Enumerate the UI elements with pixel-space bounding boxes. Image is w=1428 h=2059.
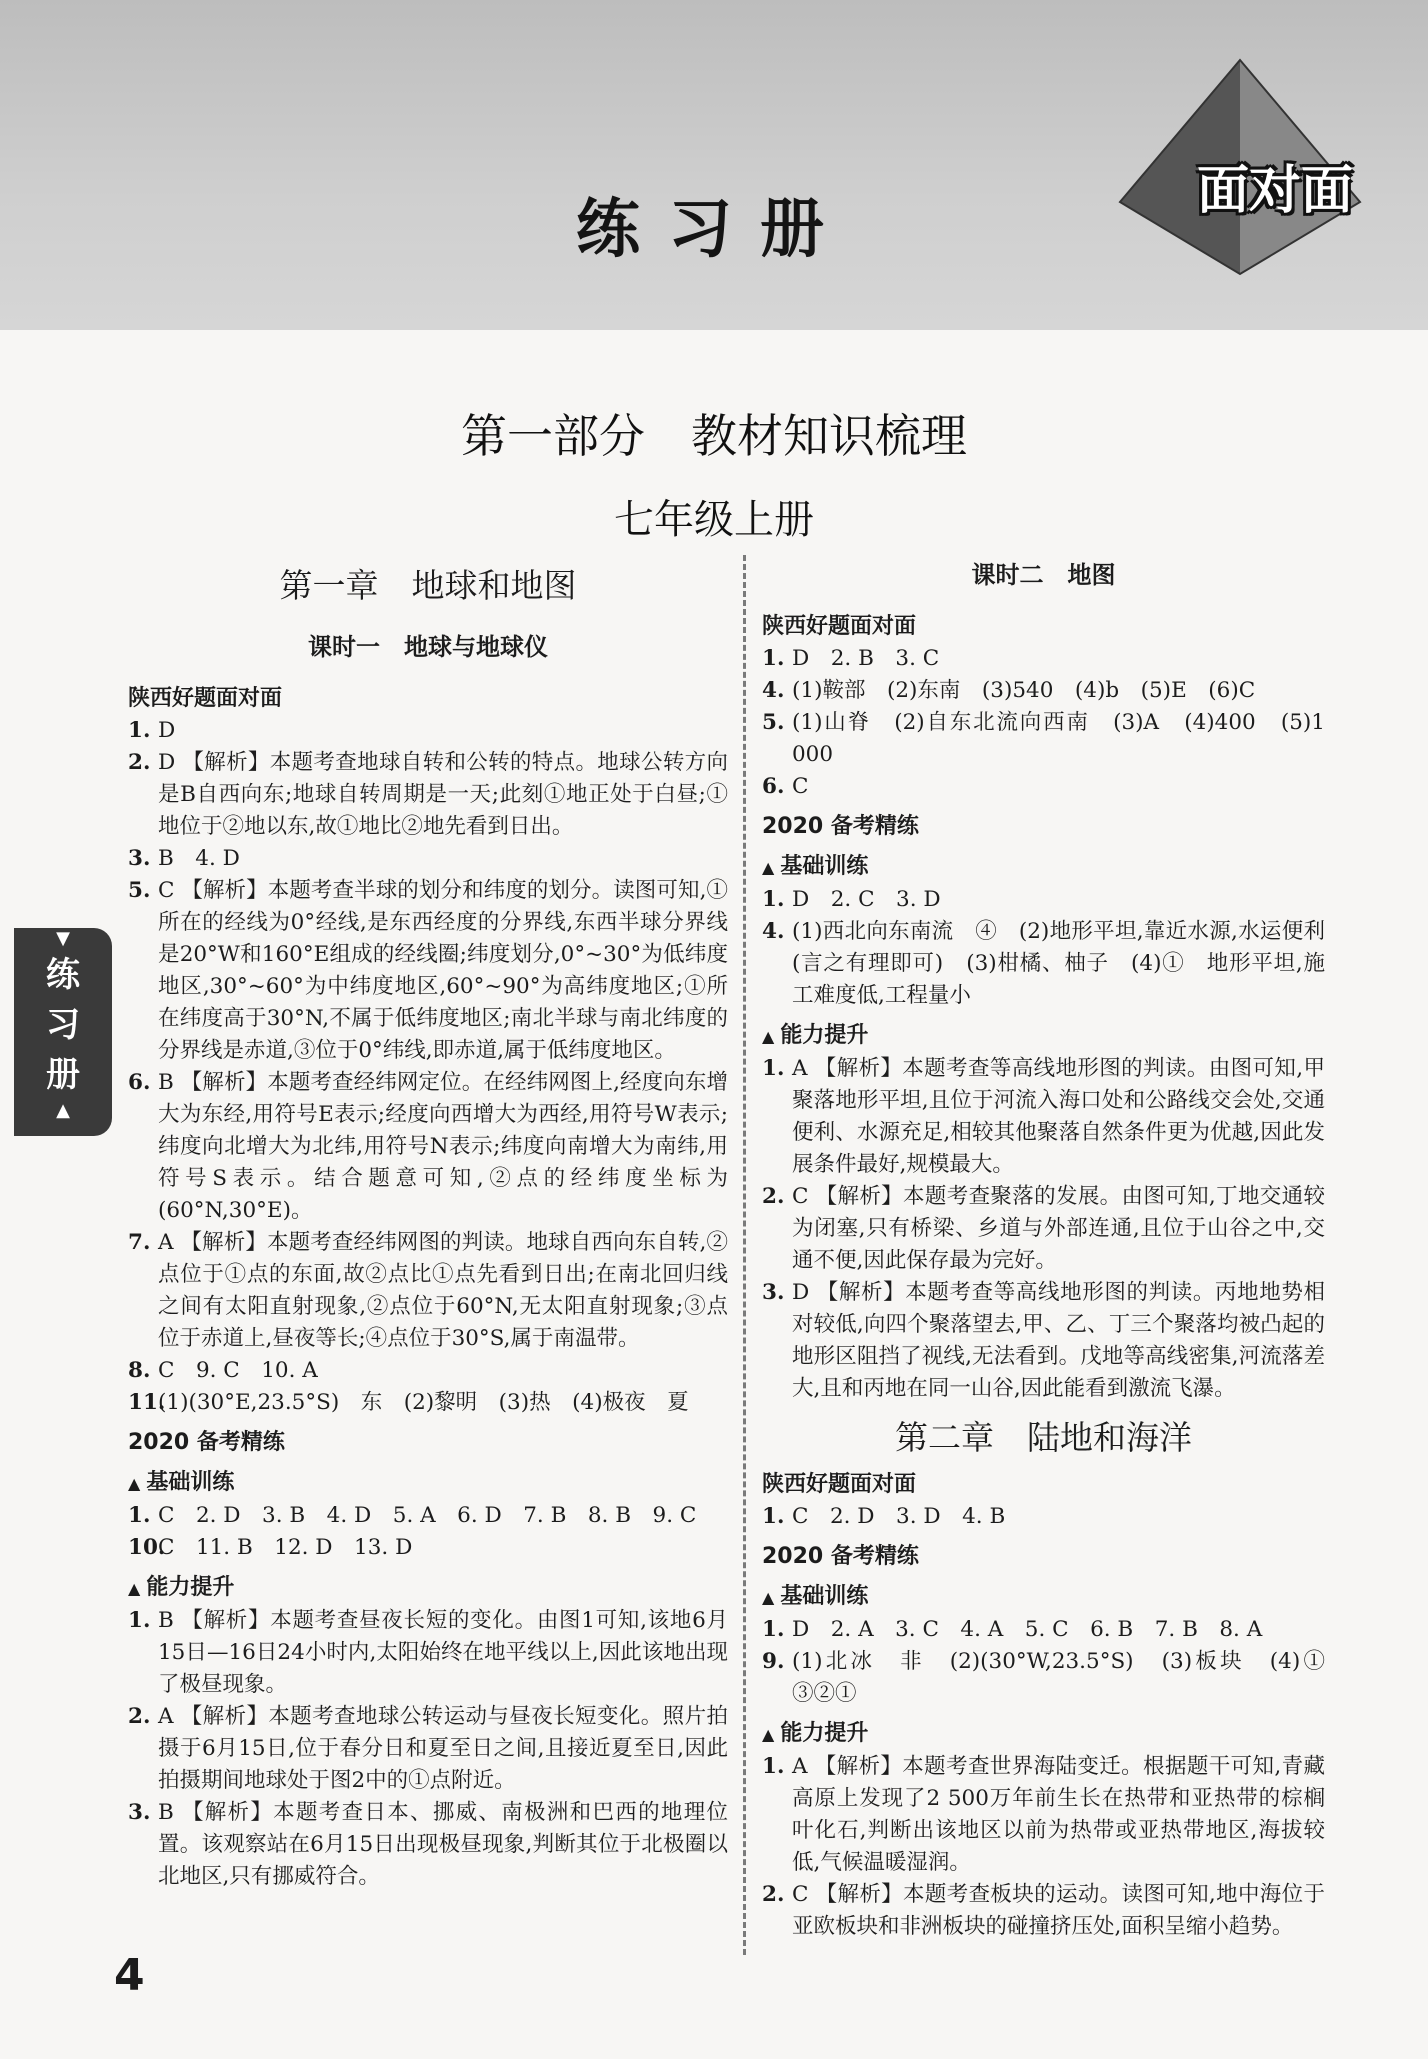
answer-number: 2. — [128, 1704, 151, 1729]
section-heading: 陕西好题面对面 — [762, 614, 917, 639]
triangle-icon: ▲ — [762, 1725, 775, 1744]
triangle-icon: ▲ — [762, 1588, 775, 1607]
answer-number: 1. — [762, 887, 785, 912]
page-number: 4 — [114, 1950, 145, 2001]
answer-number: 1. — [762, 1754, 785, 1779]
answer-text: (1)北冰 非 (2)(30°W,23.5°S) (3)板块 (4)① ③②① — [792, 1649, 1347, 1706]
subsection-heading — [762, 851, 1325, 884]
subsection-label: 能力提升 — [780, 1023, 869, 1048]
answer-text: (1)(30°E,23.5°S) 东 (2)黎明 (3)热 (4)极夜 夏 — [158, 1390, 689, 1415]
column-divider — [743, 555, 746, 1955]
answer-number: 2. — [762, 1184, 785, 1209]
answer-number: 4. — [762, 919, 785, 944]
answer-text: B 4. D — [158, 846, 240, 871]
answer-item — [128, 1701, 728, 1797]
answer-text: (1)鞍部 (2)东南 (3)540 (4)b (5)E (6)C — [792, 678, 1256, 703]
answer-item — [128, 1500, 728, 1532]
subsection-label: 能力提升 — [146, 1575, 235, 1600]
answer-number: 1. — [762, 646, 785, 671]
chevron-down-icon: ▼ — [56, 928, 70, 949]
section-heading: 2020 备考精练 — [762, 814, 919, 839]
answer-text: C 9. C 10. A — [158, 1358, 318, 1383]
answer-text: C 11. B 12. D 13. D — [158, 1535, 413, 1560]
chevron-up-icon: ▲ — [56, 1100, 70, 1121]
section-heading: 陕西好题面对面 — [128, 686, 283, 711]
answer-text: C 【解析】本题考查半球的划分和纬度的划分。读图可知,①所在的经线为0°经线,是东西经度的分界线,东西半球分界线是20°W和160°E组成的经线圈;纬度划分,0°~30°为低纬度地区,30°~60°为中纬度地区,60°~90°为高纬度地区;①所在纬度高于30°N,不属于低纬度地区;南北半球与南北纬度的分界线是赤道,③位于0°纬线,即赤道,属于低纬度地区。 — [158, 878, 728, 1063]
answer-item — [762, 884, 1325, 916]
answer-item — [762, 1053, 1325, 1181]
answer-item — [128, 1067, 728, 1227]
answer-text: (1)西北向东南流 ④ (2)地形平坦,靠近水源,水运便利(言之有理即可) (3)柑橘、柚子 (4)① 地形平坦,施工难度低,工程量小 — [792, 919, 1325, 1008]
answer-item — [762, 1614, 1325, 1646]
side-tab-char: 册 — [46, 1055, 80, 1095]
answer-item — [128, 843, 728, 875]
answer-item — [762, 771, 1325, 803]
answer-number: 6. — [128, 1070, 151, 1095]
section-heading: 陕西好题面对面 — [762, 1472, 917, 1497]
answer-number: 3. — [762, 1280, 785, 1305]
answer-item — [762, 707, 1325, 771]
answer-number: 1. — [128, 718, 151, 743]
answer-number: 5. — [128, 878, 151, 903]
side-tab-char: 习 — [46, 1005, 80, 1045]
answer-number: 2. — [128, 750, 151, 775]
answer-number: 3. — [128, 1800, 151, 1825]
answer-text: A 【解析】本题考查等高线地形图的判读。由图可知,甲聚落地形平坦,且位于河流入海口处和公路线交会处,交通便利、水源充足,相较其他聚落自然条件更为优越,因此发展条件最好,规模最大。 — [792, 1056, 1325, 1177]
answer-item — [128, 1355, 728, 1387]
answer-text: (1)山脊 (2)自东北流向西南 (3)A (4)400 (5)1 000 — [792, 710, 1325, 767]
answer-text: D 2. B 3. C — [792, 646, 940, 671]
answer-number: 9. — [762, 1649, 785, 1674]
subsection-label: 能力提升 — [780, 1721, 869, 1746]
subsection-label: 基础训练 — [146, 1470, 235, 1495]
section-heading: 2020 备考精练 — [128, 1430, 285, 1455]
subsection-heading — [762, 1581, 1325, 1614]
answer-text: C 2. D 3. B 4. D 5. A 6. D 7. B 8. B 9. C — [158, 1503, 697, 1528]
answer-text: B 【解析】本题考查日本、挪威、南极洲和巴西的地理位置。该观察站在6月15日出现极昼现象,判断其位于北极圈以北地区,只有挪威符合。 — [158, 1800, 728, 1889]
answer-item — [762, 1501, 1325, 1533]
answer-number: 2. — [762, 1882, 785, 1907]
brand-logo: 面对面 — [1196, 161, 1353, 221]
answer-number: 5. — [762, 710, 785, 735]
answer-text: B 【解析】本题考查经纬网定位。在经纬网图上,经度向东增大为东经,用符号E表示;经度向西增大为西经,用符号W表示;纬度向北增大为北纬,用符号N表示;纬度向南增大为南纬,用符号S表示。结合题意可知,②点的经纬度坐标为(60°N,30°E)。 — [158, 1070, 728, 1223]
answer-item — [762, 1751, 1325, 1879]
answer-number: 11. — [128, 1390, 166, 1415]
answer-text: D 【解析】本题考查地球自转和公转的特点。地球公转方向是B自西向东;地球自转周期是一天;此刻①地正处于白昼;①地位于②地以东,故①地比②地先看到日出。 — [158, 750, 728, 839]
chapter-heading: 第二章 陆地和海洋 — [895, 1418, 1192, 1457]
answer-item — [762, 1879, 1325, 1943]
side-tab-label — [14, 950, 112, 1100]
grade-title: 七年级上册 — [614, 497, 814, 543]
answer-number: 1. — [762, 1504, 785, 1529]
triangle-icon: ▲ — [762, 858, 775, 877]
answer-number: 3. — [128, 846, 151, 871]
answer-item — [762, 675, 1325, 707]
triangle-icon: ▲ — [762, 1027, 775, 1046]
answer-text: D 2. A 3. C 4. A 5. C 6. B 7. B 8. A — [792, 1617, 1263, 1642]
triangle-icon: ▲ — [128, 1474, 141, 1493]
header-title: 练习册 — [576, 193, 852, 267]
answer-text: C 【解析】本题考查聚落的发展。由图可知,丁地交通较为闭塞,只有桥梁、乡道与外部连通,且位于山谷之中,交通不便,因此保存最为完好。 — [792, 1184, 1325, 1273]
side-tab — [14, 928, 112, 1136]
section-heading: 2020 备考精练 — [762, 1544, 919, 1569]
answer-number: 1. — [762, 1617, 785, 1642]
lesson-heading: 课时一 地球与地球仪 — [308, 633, 548, 661]
subsection-heading — [128, 1467, 728, 1500]
answer-text: C 2. D 3. D 4. B — [792, 1504, 1006, 1529]
subsection-heading — [762, 1718, 1325, 1751]
answer-text: D 【解析】本题考查等高线地形图的判读。丙地地势相对较低,向四个聚落望去,甲、乙、丁三个聚落均被凸起的地形区阻挡了视线,无法看到。戊地等高线密集,河流落差大,且和丙地在同一山谷,因此能看到激流飞瀑。 — [792, 1280, 1325, 1401]
answer-text: B 【解析】本题考查昼夜长短的变化。由图1可知,该地6月15日—16日24小时内,太阳始终在地平线以上,因此该地出现了极昼现象。 — [158, 1608, 728, 1697]
answer-item — [128, 1797, 728, 1893]
answer-item — [762, 916, 1325, 1012]
subsection-label: 基础训练 — [780, 1584, 869, 1609]
answer-number: 6. — [762, 774, 785, 799]
answer-number: 7. — [128, 1230, 151, 1255]
answer-item — [762, 1277, 1325, 1405]
answer-item — [762, 643, 1325, 675]
right-column — [762, 555, 1347, 1943]
answer-item — [128, 715, 728, 747]
subsection-label: 基础训练 — [780, 854, 869, 879]
answer-item — [128, 1387, 728, 1419]
answer-item — [128, 747, 728, 843]
triangle-icon: ▲ — [128, 1579, 141, 1598]
answer-number: 10. — [128, 1535, 166, 1560]
answer-text: A 【解析】本题考查地球公转运动与昼夜长短变化。照片拍摄于6月15日,位于春分日和夏至日之间,且接近夏至日,因此拍摄期间地球处于图2中的①点附近。 — [158, 1704, 728, 1793]
answer-item — [128, 1227, 728, 1355]
subsection-heading — [128, 1572, 728, 1605]
answer-text: A 【解析】本题考查经纬网图的判读。地球自西向东自转,②点位于①点的东面,故②点比①点先看到日出;在南北回归线之间有太阳直射现象,②点位于60°N,无太阳直射现象;③点位于赤道上,昼夜等长;④点位于30°S,属于南温带。 — [158, 1230, 728, 1351]
subsection-heading — [762, 1020, 1325, 1053]
answer-number: 1. — [128, 1608, 151, 1633]
side-tab-char: 练 — [46, 955, 80, 995]
answer-text: A 【解析】本题考查世界海陆变迁。根据题干可知,青藏高原上发现了2 500万年前生长在热带和亚热带的棕榈叶化石,判断出该地区以前为热带或亚热带地区,海拔较低,气候温暖湿润。 — [792, 1754, 1325, 1875]
answer-text: D 2. C 3. D — [792, 887, 941, 912]
lesson-heading: 课时二 地图 — [971, 561, 1116, 589]
answer-item — [762, 1646, 1347, 1710]
chapter-heading: 第一章 地球和地图 — [279, 566, 577, 605]
answer-item — [128, 1532, 728, 1564]
answer-number: 4. — [762, 678, 785, 703]
answer-text: C — [792, 774, 809, 799]
answer-item — [128, 875, 728, 1067]
answer-number: 1. — [762, 1056, 785, 1081]
header-banner — [0, 0, 1428, 330]
answer-number: 8. — [128, 1358, 151, 1383]
answer-number: 1. — [128, 1503, 151, 1528]
answer-text: D — [158, 718, 176, 743]
answer-text: C 【解析】本题考查板块的运动。读图可知,地中海位于亚欧板块和非洲板块的碰撞挤压处,面积呈缩小趋势。 — [792, 1882, 1325, 1939]
answer-item — [128, 1605, 728, 1701]
left-column — [128, 555, 728, 1893]
part-title: 第一部分 教材知识梳理 — [461, 409, 967, 463]
answer-item — [762, 1181, 1325, 1277]
